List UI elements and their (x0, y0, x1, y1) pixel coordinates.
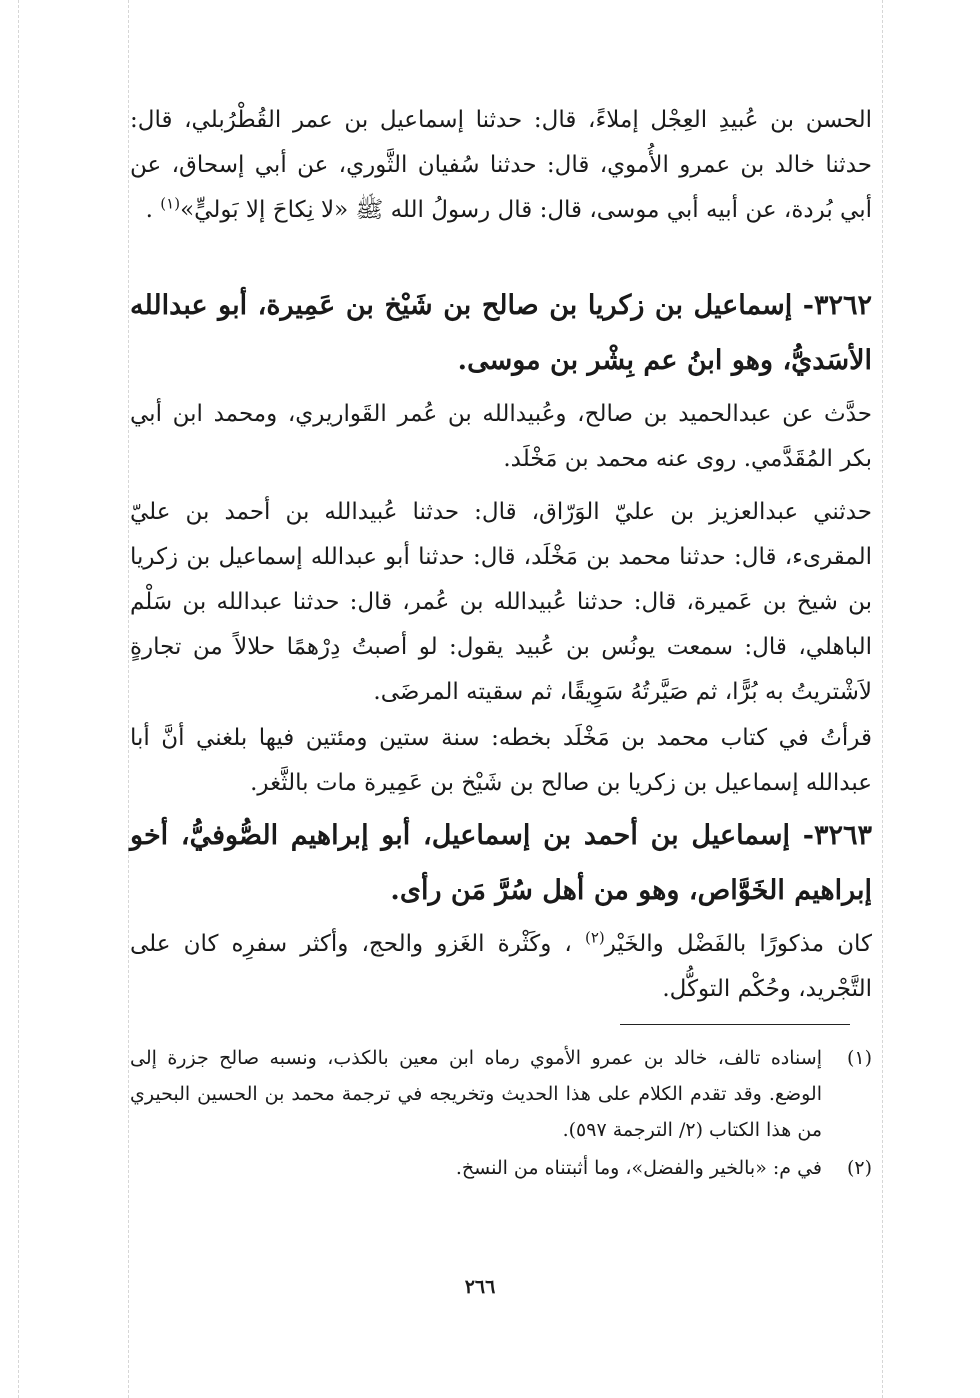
footnote-item (130, 1040, 872, 1148)
paragraph-biography (130, 922, 872, 1012)
footnote-reference: (١) (160, 194, 181, 213)
footnote-item (130, 1150, 872, 1186)
footnotes (130, 1040, 872, 1188)
footnote-text: في م: «بالخير والفضل»، وما أثبتناه من النسخ. (455, 1157, 822, 1179)
scan-artifact-line (128, 0, 129, 1398)
entry-heading-3263: ٣٢٦٣- إسماعيل بن أحمد بن إسماعيل، أبو إبراهيم الصُّوفيُّ، أخو إبراهيم الخَوَّاص، وهو من أهل سُرَّ مَن رأى. (130, 820, 872, 906)
scan-artifact-line (18, 0, 19, 1398)
paragraph-text: ، وكَثْرة الغَزو والحج، وأكثر سفرِه كان على التَّجْريد، وحُكْم التوكُّل. (130, 931, 872, 1002)
entry-heading-3262: ٣٢٦٢- إسماعيل بن زكريا بن صالح بن شَيْخ بن عَمِيرة، أبو عبدالله الأسَديُّ، وهو ابنُ عم بِشْر بن موسى. (130, 290, 872, 376)
paragraph-text: الحسن بن عُبيدِ العِجْل إملاءً، قال: حدثنا إسماعيل بن عمر القُطْرُبلي، قال: حدثنا خالد بن عمرو الأُموي، قال: حدثنا سُفيان الثَّوري، عن أبي إسحاق، عن أبي بُردة، عن أبيه أبي موسى، قال: قال رسولُ الله ﷺ «لا نِكاحَ إلا بَوليٍّ» (130, 107, 872, 223)
paragraph-death-note: قرأتُ في كتاب محمد بن مَخْلَد بخطه: سنة ستين ومئتين فيها بلغني أنَّ أبا عبدالله إسماعيل بن زكريا بن صالح بن شَيْخ بن عَمِيرة مات بالثَّغر. (130, 725, 872, 796)
paragraph-hadith-chain (130, 98, 872, 233)
paragraph-narrators: حدَّث عن عبدالحميد بن صالح، وعُبيدالله بن عُمر القَواريري، ومحمد ابن أبي بكر المُقَدَّمي. روى عنه محمد بن مَخْلَد. (130, 401, 872, 472)
footnote-number: (١) (846, 1047, 872, 1069)
page-number: ٢٦٦ (464, 1276, 496, 1298)
paragraph-narration: حدثني عبدالعزيز بن عليّ الوَرّاق، قال: حدثنا عُبيدالله بن أحمد بن عليّ المقرىء، قال: حدثنا محمد بن مَخْلَد، قال: حدثنا أبو عبدالله إسماعيل بن زكريا بن شيخ بن عَميرة، قال: حدثنا عُبيدالله بن عُمر، قال: حدثنا عبدالله بن سَلْم الباهلي، قال: سمعت يونُس بن عُبيد يقول: لو أصبتُ دِرْهمًا حلالاً من تجارةٍ لاَشْتريتُ به بُرًّا، ثم صَيَّرتُهُ سَوِيقًا، ثم سقيته المرضَى. (130, 499, 872, 705)
footnote-text: إسناده تالف، خالد بن عمرو الأموي رماه ابن معين بالكذب، ونسبه صالح جزرة إلى الوضع. وقد تقدم الكلام على هذا الحديث وتخريجه في ترجمة محمد بن الحسين البحيري من هذا الكتاب (٢/ الترجمة ٥٩٧). (130, 1047, 822, 1141)
footnote-reference: (٢) (584, 928, 605, 947)
paragraph-end: . (145, 197, 153, 223)
footnote-number: (٢) (846, 1157, 872, 1179)
footnote-separator (620, 1024, 850, 1025)
scan-artifact-line (882, 0, 883, 1398)
paragraph-text: كان مذكورًا بالفَضْل والخَيْر (604, 931, 872, 957)
